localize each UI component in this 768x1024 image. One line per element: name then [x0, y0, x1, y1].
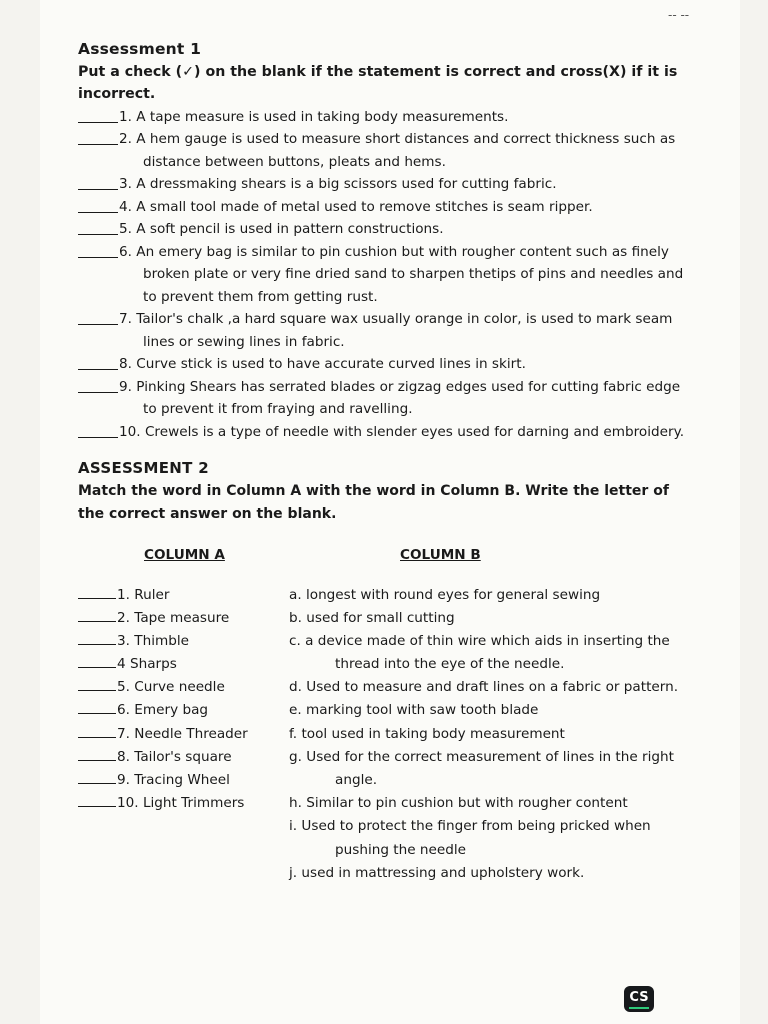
- answer-blank[interactable]: [78, 310, 118, 325]
- assessment1-instruction: Put a check (✓) on the blank if the statement is correct and cross(X) if it is incorrect.: [78, 63, 678, 102]
- statement-item: [78, 218, 693, 241]
- column-b-definition: d. Used to measure and draft lines on a fabric or pattern.: [289, 679, 679, 696]
- statement-continuation: distance between buttons, pleats and hems.: [143, 153, 446, 170]
- column-b-header: COLUMN B: [400, 546, 481, 563]
- column-b-definition: b. used for small cutting: [289, 609, 455, 626]
- assessment2-title: ASSESSMENT 2: [78, 459, 209, 477]
- matching-row: [78, 792, 693, 815]
- matching-table: [78, 584, 693, 885]
- answer-blank[interactable]: [78, 355, 118, 370]
- column-headers: [78, 544, 693, 568]
- column-b-cell: [289, 792, 689, 815]
- column-a-term: 1. Ruler: [117, 586, 170, 603]
- column-a-cell: [78, 584, 278, 607]
- statement-item: [78, 376, 693, 399]
- matching-row: [78, 769, 693, 792]
- column-a-term: 5. Curve needle: [117, 679, 225, 696]
- column-b-definition: c. a device made of thin wire which aids in inserting the: [289, 632, 670, 649]
- column-b-continuation: thread into the eye of the needle.: [335, 656, 565, 673]
- answer-blank[interactable]: [78, 676, 116, 691]
- answer-blank[interactable]: [78, 198, 118, 213]
- document-body: [78, 38, 693, 885]
- column-b-definition: a. longest with round eyes for general sewing: [289, 586, 601, 603]
- statement-item: [78, 173, 693, 196]
- matching-row: [78, 630, 693, 653]
- statement-item: [78, 196, 693, 219]
- answer-blank[interactable]: [78, 792, 116, 807]
- column-b-cell: [289, 862, 689, 885]
- column-a-cell: [78, 792, 278, 815]
- answer-blank[interactable]: [78, 630, 116, 645]
- statement-continuation: lines or sewing lines in fabric.: [143, 333, 345, 350]
- column-b-cell: [289, 630, 689, 653]
- answer-blank[interactable]: [78, 243, 118, 258]
- statement-item: [78, 106, 693, 129]
- statement-text: 5. A soft pencil is used in pattern constructions.: [119, 221, 444, 237]
- column-b-cell: [289, 676, 689, 699]
- statement-continuation: broken plate or very fine dried sand to sharpen thetips of pins and needles and: [143, 266, 684, 282]
- answer-blank[interactable]: [78, 423, 118, 438]
- column-a-term: 4 Sharps: [117, 656, 177, 673]
- statement-text: 1. A tape measure is used in taking body measurements.: [119, 108, 509, 125]
- matching-row: [78, 746, 693, 769]
- answer-blank[interactable]: [78, 175, 118, 190]
- column-a-term: 10. Light Trimmers: [117, 795, 245, 812]
- statement-item: [78, 308, 693, 331]
- column-b-definition: j. used in mattressing and upholstery work.: [289, 864, 585, 881]
- column-a-term: 9. Tracing Wheel: [117, 772, 230, 788]
- column-b-cell: [289, 584, 689, 607]
- column-b-cell: [289, 746, 689, 769]
- logo-accent-bar: [629, 1007, 649, 1009]
- camscanner-logo-text: CS: [629, 990, 649, 1005]
- matching-row: [78, 839, 693, 862]
- statement-text: 6. An emery bag is similar to pin cushion but with rougher content such as finely: [119, 243, 669, 260]
- column-a-cell: [78, 723, 278, 746]
- camscanner-logo: [624, 986, 654, 1012]
- column-a-term: 6. Emery bag: [117, 702, 209, 719]
- answer-blank[interactable]: [78, 746, 116, 761]
- statement-item: [78, 421, 693, 444]
- corner-mark: -- --: [668, 8, 690, 22]
- column-a-cell: [78, 653, 278, 676]
- column-b-cell: [289, 815, 689, 838]
- answer-blank[interactable]: [78, 653, 116, 668]
- column-a-header: COLUMN A: [144, 546, 225, 563]
- matching-row: [78, 815, 693, 838]
- assessment2-instruction: Match the word in Column A with the word in Column B. Write the letter of the correct answer on the blank.: [78, 482, 669, 522]
- statement-item: [78, 241, 693, 264]
- column-b-continuation: angle.: [335, 772, 378, 788]
- matching-row: [78, 723, 693, 746]
- column-b-definition: h. Similar to pin cushion but with rougher content: [289, 795, 628, 812]
- column-a-term: 2. Tape measure: [117, 609, 230, 626]
- statement-text: 9. Pinking Shears has serrated blades or zigzag edges used for cutting fabric edge: [119, 378, 681, 395]
- matching-row: [78, 584, 693, 607]
- answer-blank[interactable]: [78, 220, 118, 235]
- assessment1-title: Assessment 1: [78, 40, 202, 58]
- column-a-cell: [78, 676, 278, 699]
- column-b-definition: i. Used to protect the finger from being pricked when: [289, 818, 651, 835]
- column-b-cell: [289, 769, 689, 792]
- column-a-cell: [78, 769, 278, 792]
- column-b-cell: [289, 723, 689, 746]
- statement-text: 4. A small tool made of metal used to remove stitches is seam ripper.: [119, 198, 593, 215]
- matching-row: [78, 862, 693, 885]
- statement-text: 8. Curve stick is used to have accurate curved lines in skirt.: [119, 356, 526, 372]
- column-a-cell: [78, 746, 278, 769]
- matching-row: [78, 699, 693, 722]
- answer-blank[interactable]: [78, 607, 116, 622]
- statement-text: 2. A hem gauge is used to measure short distances and correct thickness such as: [119, 131, 676, 147]
- statement-continuation: to prevent them from getting rust.: [143, 288, 378, 305]
- answer-blank[interactable]: [78, 378, 118, 393]
- answer-blank[interactable]: [78, 769, 116, 784]
- answer-blank[interactable]: [78, 584, 116, 599]
- statement-continuation: to prevent it from fraying and ravelling.: [143, 401, 413, 417]
- statement-item: [78, 353, 693, 376]
- matching-row: [78, 653, 693, 676]
- statement-text: 3. A dressmaking shears is a big scissors used for cutting fabric.: [119, 176, 557, 192]
- column-a-cell: [78, 699, 278, 722]
- column-b-definition: f. tool used in taking body measurement: [289, 725, 565, 742]
- column-a-term: 3. Thimble: [117, 632, 189, 649]
- column-a-cell: [78, 630, 278, 653]
- statement-item: [78, 128, 693, 151]
- column-a-cell: [78, 607, 278, 630]
- column-a-term: 7. Needle Threader: [117, 725, 248, 742]
- column-b-continuation: pushing the needle: [335, 841, 467, 858]
- column-b-definition: g. Used for the correct measurement of lines in the right: [289, 748, 674, 765]
- column-a-term: 8. Tailor's square: [117, 748, 232, 765]
- matching-row: [78, 676, 693, 699]
- column-b-cell: [289, 653, 689, 676]
- statement-text: 7. Tailor's chalk ,a hard square wax usually orange in color, is used to mark seam: [119, 311, 673, 327]
- answer-blank[interactable]: [78, 723, 116, 738]
- column-b-definition: e. marking tool with saw tooth blade: [289, 702, 539, 719]
- column-b-cell: [289, 699, 689, 722]
- statement-text: 10. Crewels is a type of needle with slender eyes used for darning and embroidery.: [119, 423, 685, 440]
- assessment1-list: [78, 106, 693, 444]
- answer-blank[interactable]: [78, 108, 118, 123]
- answer-blank[interactable]: [78, 130, 118, 145]
- matching-row: [78, 607, 693, 630]
- answer-blank[interactable]: [78, 699, 116, 714]
- column-b-cell: [289, 839, 689, 862]
- column-b-cell: [289, 607, 689, 630]
